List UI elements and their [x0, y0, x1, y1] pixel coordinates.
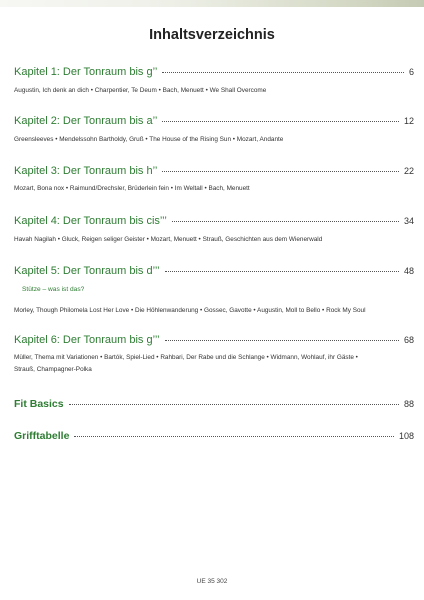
- toc-entry-grifftabelle[interactable]: [14, 430, 414, 446]
- publisher-code: UE 35 302: [196, 578, 228, 585]
- dot-leader: [165, 270, 399, 272]
- chapter-pieces: Augustin, Ich denk an dich • Charpentier, Te Deum • Bach, Menuett • We Shall Overcome: [14, 87, 267, 94]
- chapter-title: Kapitel 2: Der Tonraum bis a’’: [14, 115, 158, 127]
- chapter-pieces: Havah Nagilah • Gluck, Reigen seliger Geister • Mozart, Menuett • Strauß, Geschichten aus dem Wienerwald: [14, 236, 323, 243]
- page-number: 6: [408, 67, 414, 77]
- toc-entry-kapitel-3[interactable]: [14, 165, 414, 181]
- dot-leader: [69, 403, 399, 405]
- chapter-title: Kapitel 3: Der Tonraum bis h’’: [14, 165, 158, 177]
- top-decorative-band: [0, 0, 424, 7]
- section-title: Fit Basics: [14, 398, 64, 410]
- chapter-pieces: Mozart, Bona nox • Raimund/Drechsler, Brüderlein fein • Im Weltall • Bach, Menuett: [14, 185, 250, 192]
- toc-entry-kapitel-5[interactable]: [14, 265, 414, 281]
- chapter-title: Kapitel 6: Der Tonraum bis g’’’: [14, 334, 160, 346]
- dot-leader: [162, 170, 399, 172]
- page-number: 12: [403, 116, 414, 126]
- chapter-pieces-continued: Strauß, Champagner-Polka: [14, 366, 92, 373]
- page-number: 34: [403, 216, 414, 226]
- chapter-pieces: Müller, Thema mit Variationen • Bartók, Spiel-Lied • Rahbari, Der Rabe und die Schlange • Widmann, Wohlauf, ihr Gäste •: [14, 354, 358, 361]
- toc-entry-kapitel-4[interactable]: [14, 215, 414, 231]
- chapter-title: Kapitel 4: Der Tonraum bis cis’’’: [14, 215, 167, 227]
- chapter-title: Kapitel 5: Der Tonraum bis d’’’: [14, 265, 160, 277]
- dot-leader: [165, 339, 399, 341]
- page-number: 88: [403, 399, 414, 409]
- toc-entry-kapitel-1[interactable]: [14, 66, 414, 82]
- toc-entry-fit-basics[interactable]: [14, 398, 414, 414]
- chapter-title: Kapitel 1: Der Tonraum bis g’’: [14, 66, 158, 78]
- dot-leader: [74, 435, 394, 437]
- chapter-subsection-note: Stütze – was ist das?: [22, 286, 85, 293]
- page-number: 22: [403, 166, 414, 176]
- section-title: Grifftabelle: [14, 430, 70, 442]
- toc-entry-kapitel-6[interactable]: [14, 334, 414, 350]
- page-title: Inhaltsverzeichnis: [149, 27, 275, 43]
- page-number: 68: [403, 335, 414, 345]
- dot-leader: [162, 71, 404, 73]
- page-number: 108: [398, 431, 414, 441]
- chapter-pieces: Morley, Though Philomela Lost Her Love • Die Höhlenwanderung • Gossec, Gavotte • Augustin, Moll to Bello • Rock My Soul: [14, 307, 366, 314]
- chapter-pieces: Greensleeves • Mendelssohn Bartholdy, Gruß • The House of the Rising Sun • Mozart, Andante: [14, 136, 284, 143]
- dot-leader: [162, 120, 399, 122]
- dot-leader: [172, 220, 399, 222]
- toc-entry-kapitel-2[interactable]: [14, 115, 414, 131]
- page-number: 48: [403, 266, 414, 276]
